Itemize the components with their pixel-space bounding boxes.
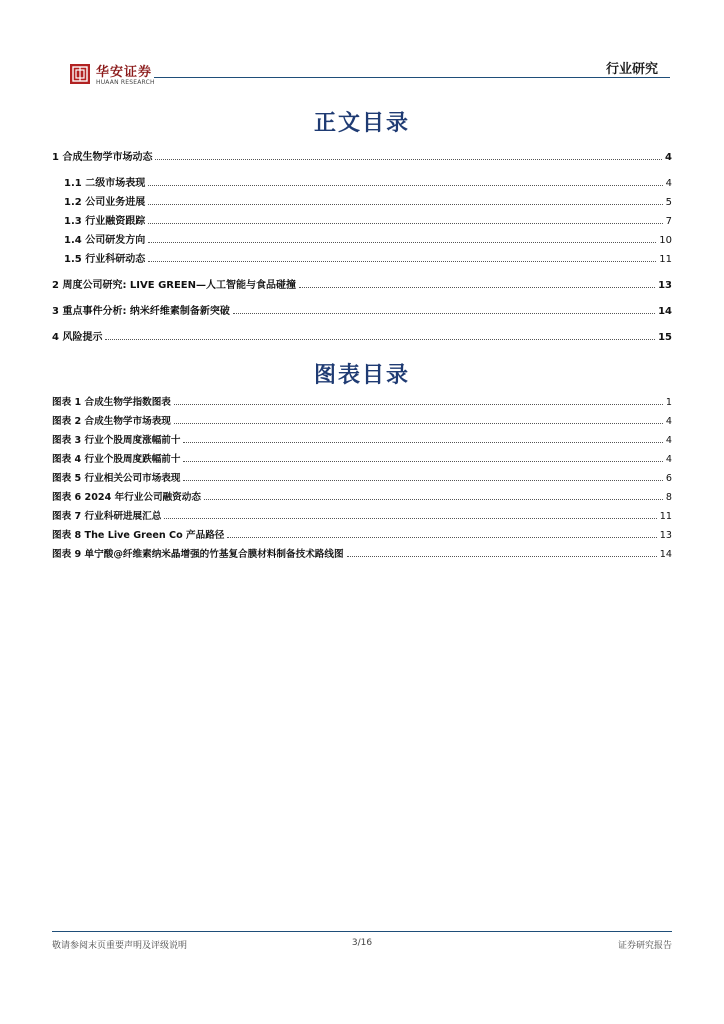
figure-entry-label: 图表 3 行业个股周度涨幅前十	[52, 435, 181, 446]
dot-leader	[183, 460, 662, 462]
dot-leader	[148, 203, 662, 205]
toc-entry-label: 1.5 行业科研动态	[64, 254, 146, 265]
dot-leader	[155, 158, 662, 160]
toc-entry[interactable]	[52, 151, 672, 165]
toc-entry-label: 2 周度公司研究: LIVE GREEN—人工智能与食品碰撞	[52, 280, 297, 291]
figure-entry[interactable]	[52, 510, 672, 524]
header-divider	[154, 77, 670, 78]
toc-entry-page: 4	[665, 152, 672, 163]
figure-entry-page: 6	[665, 473, 672, 484]
dot-leader	[148, 241, 656, 243]
figure-entry-page: 4	[665, 454, 672, 465]
figure-entry[interactable]	[52, 548, 672, 562]
toc-entry[interactable]	[64, 215, 672, 229]
figure-entry[interactable]	[52, 453, 672, 467]
figure-entry-page: 14	[659, 549, 672, 560]
toc-entry[interactable]	[64, 196, 672, 210]
figure-list-title: 图表目录	[313, 362, 410, 388]
figure-entry-page: 13	[659, 530, 672, 541]
toc-entry-label: 3 重点事件分析: 纳米纤维素制备新突破	[52, 306, 230, 317]
toc-entry-page: 5	[665, 197, 672, 208]
toc-entry-page: 7	[665, 216, 672, 227]
toc-entry-label: 4 风险提示	[52, 332, 103, 343]
figure-entry[interactable]	[52, 472, 672, 486]
dot-leader	[233, 312, 655, 314]
figure-entry-label: 图表 4 行业个股周度跌幅前十	[52, 454, 181, 465]
figure-entry[interactable]	[52, 415, 672, 429]
figure-entry-label: 图表 1 合成生物学指数图表	[52, 397, 171, 408]
figure-entry-page: 8	[665, 492, 672, 503]
dot-leader	[164, 517, 656, 519]
report-type: 证券研究报告	[617, 941, 672, 951]
toc-entry-page: 10	[659, 235, 672, 246]
toc-entry[interactable]	[64, 234, 672, 248]
footer-divider	[52, 931, 672, 932]
figure-entry-label: 图表 8 The Live Green Co 产品路径	[52, 530, 225, 541]
figure-entry-label: 图表 2 合成生物学市场表现	[52, 416, 171, 427]
figure-entry[interactable]	[52, 434, 672, 448]
toc-entry[interactable]	[52, 331, 672, 345]
toc-entry[interactable]	[52, 279, 672, 293]
toc-entry-page: 15	[658, 332, 672, 343]
toc-entry-page: 4	[665, 178, 672, 189]
dot-leader	[105, 338, 655, 340]
figure-entry-label: 图表 7 行业科研进展汇总	[52, 511, 162, 522]
figure-entry-label: 图表 5 行业相关公司市场表现	[52, 473, 181, 484]
toc-entry-label: 1.2 公司业务进展	[64, 197, 146, 208]
report-category: 行业研究	[605, 62, 658, 77]
company-name-cn: 华安证券	[96, 65, 153, 80]
toc-entry[interactable]	[52, 305, 672, 319]
dot-leader	[183, 441, 662, 443]
figure-entry-page: 1	[665, 397, 672, 408]
toc-title: 正文目录	[313, 110, 410, 136]
toc-entry-label: 1.3 行业融资跟踪	[64, 216, 146, 227]
figure-entry-page: 11	[659, 511, 672, 522]
dot-leader	[183, 479, 662, 481]
toc-entry-page: 14	[658, 306, 672, 317]
dot-leader	[347, 555, 657, 557]
figure-entry[interactable]	[52, 491, 672, 505]
dot-leader	[148, 260, 656, 262]
toc-entry-label: 1 合成生物学市场动态	[52, 152, 153, 163]
dot-leader	[174, 403, 663, 405]
page-header	[0, 0, 724, 90]
figure-entry-page: 4	[665, 435, 672, 446]
toc-entry-label: 1.1 二级市场表现	[64, 178, 146, 189]
company-name-en: HUAAN RESEARCH	[96, 79, 155, 86]
page-number: 3/16	[351, 938, 373, 948]
toc-entry-label: 1.4 公司研发方向	[64, 235, 146, 246]
toc-entry[interactable]	[64, 253, 672, 267]
figure-entry[interactable]	[52, 529, 672, 543]
dot-leader	[227, 536, 656, 538]
company-logo-icon	[70, 64, 90, 84]
toc-entry-page: 11	[659, 254, 672, 265]
toc-entry[interactable]	[64, 177, 672, 191]
toc-entry-page: 13	[658, 280, 672, 291]
disclaimer-note: 敬请参阅末页重要声明及评级说明	[52, 941, 188, 951]
dot-leader	[299, 286, 655, 288]
dot-leader	[148, 184, 662, 186]
dot-leader	[174, 422, 663, 424]
dot-leader	[204, 498, 663, 500]
figure-entry-label: 图表 6 2024 年行业公司融资动态	[52, 492, 201, 503]
figure-entry-page: 4	[665, 416, 672, 427]
figure-entry[interactable]	[52, 396, 672, 410]
figure-entry-label: 图表 9 单宁酸@纤维素纳米晶增强的竹基复合膜材料制备技术路线图	[52, 549, 344, 560]
dot-leader	[148, 222, 662, 224]
